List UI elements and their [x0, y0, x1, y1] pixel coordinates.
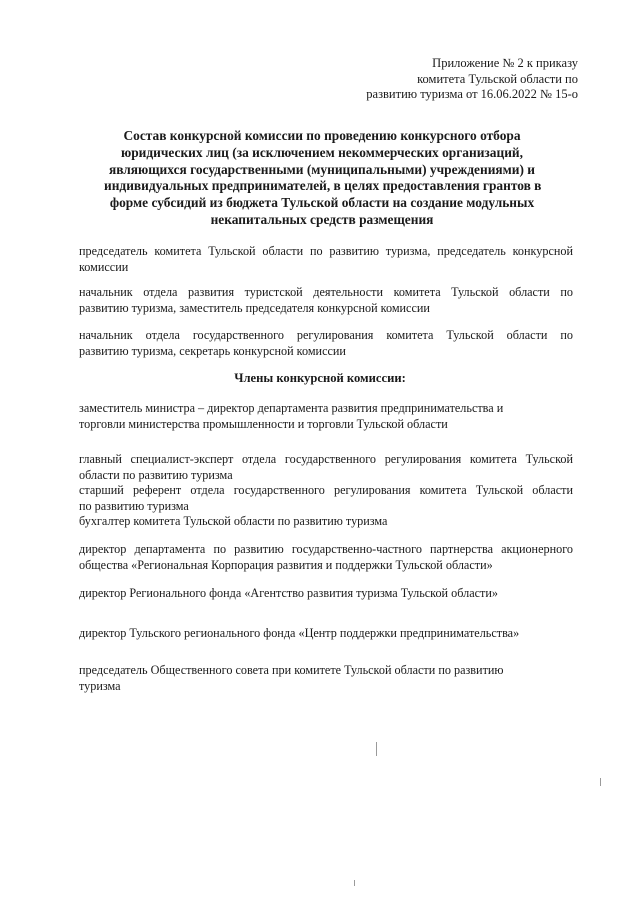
secretary-entry: [79, 327, 573, 359]
title-line: являющихся государственными (муниципальными) учреждениями) и: [108, 161, 536, 177]
appendix-reference: [278, 56, 578, 103]
entry-line: начальник отдела государственного регулирования комитета Тульской области по: [79, 328, 573, 342]
entry-line: директор Регионального фонда «Агентство развития туризма Тульской области»: [79, 586, 498, 600]
scan-mark: [354, 880, 355, 886]
title-line: некапитальных средств размещения: [210, 211, 434, 227]
appendix-line: комитета Тульской области по: [417, 71, 578, 86]
member-entry: [79, 482, 573, 514]
entry-line: развитию туризма, секретарь конкурсной комиссии: [79, 344, 346, 358]
entry-line: общества «Региональная Корпорация развития и поддержки Тульской области»: [79, 558, 493, 572]
member-entry: [79, 662, 573, 694]
title-line: Состав конкурсной комиссии по проведению конкурсного отбора: [123, 128, 521, 143]
entry-line: председатель комитета Тульской области по развитию туризма, председатель конкурсной: [79, 244, 573, 258]
appendix-line: развитию туризма от 16.06.2022 № 15-о: [366, 87, 578, 101]
member-entry: [79, 451, 573, 483]
member-entry: [79, 585, 573, 601]
entry-line: туризма: [79, 679, 121, 693]
member-entry: [79, 541, 573, 573]
entry-line: старший референт отдела государственного регулирования комитета Тульской области: [79, 483, 573, 497]
entry-line: главный специалист-эксперт отдела государственного регулирования комитета Тульской: [79, 452, 573, 466]
scan-mark: [600, 778, 601, 786]
entry-line: торговли министерства промышленности и торговли Тульской области: [79, 417, 448, 431]
scan-mark: [376, 742, 377, 756]
title-line: индивидуальных предпринимателей, в целях предоставления грантов в: [104, 178, 542, 194]
entry-line: области по развитию туризма: [79, 468, 233, 482]
entry-line: бухгалтер комитета Тульской области по развитию туризма: [79, 514, 388, 528]
document-title: [104, 128, 540, 229]
member-entry: [79, 625, 573, 641]
member-entry: [79, 400, 573, 432]
title-line: форме субсидий из бюджета Тульской области на создание модульных: [109, 195, 535, 211]
member-entry: [79, 513, 573, 529]
entry-line: председатель Общественного совета при комитете Тульской области по развитию: [79, 663, 504, 677]
title-line: юридических лиц (за исключением некоммерческих организаций,: [120, 144, 523, 160]
appendix-line: Приложение № 2 к приказу: [432, 56, 578, 70]
members-heading: Члены конкурсной комиссии:: [234, 371, 406, 385]
entry-line: по развитию туризма: [79, 499, 189, 513]
entry-line: директор Тульского регионального фонда «Центр поддержки предпринимательства»: [79, 626, 520, 640]
entry-line: развитию туризма, заместитель председателя конкурсной комиссии: [79, 301, 430, 315]
entry-line: заместитель министра – директор департамента развития предпринимательства и: [79, 401, 504, 415]
chairman-entry: [79, 243, 573, 275]
entry-line: директор департамента по развитию государственно-частного партнерства акционерного: [79, 542, 573, 556]
deputy-chairman-entry: [79, 284, 573, 316]
entry-line: комиссии: [79, 260, 129, 274]
entry-line: начальник отдела развития туристской деятельности комитета Тульской области по: [79, 285, 573, 299]
